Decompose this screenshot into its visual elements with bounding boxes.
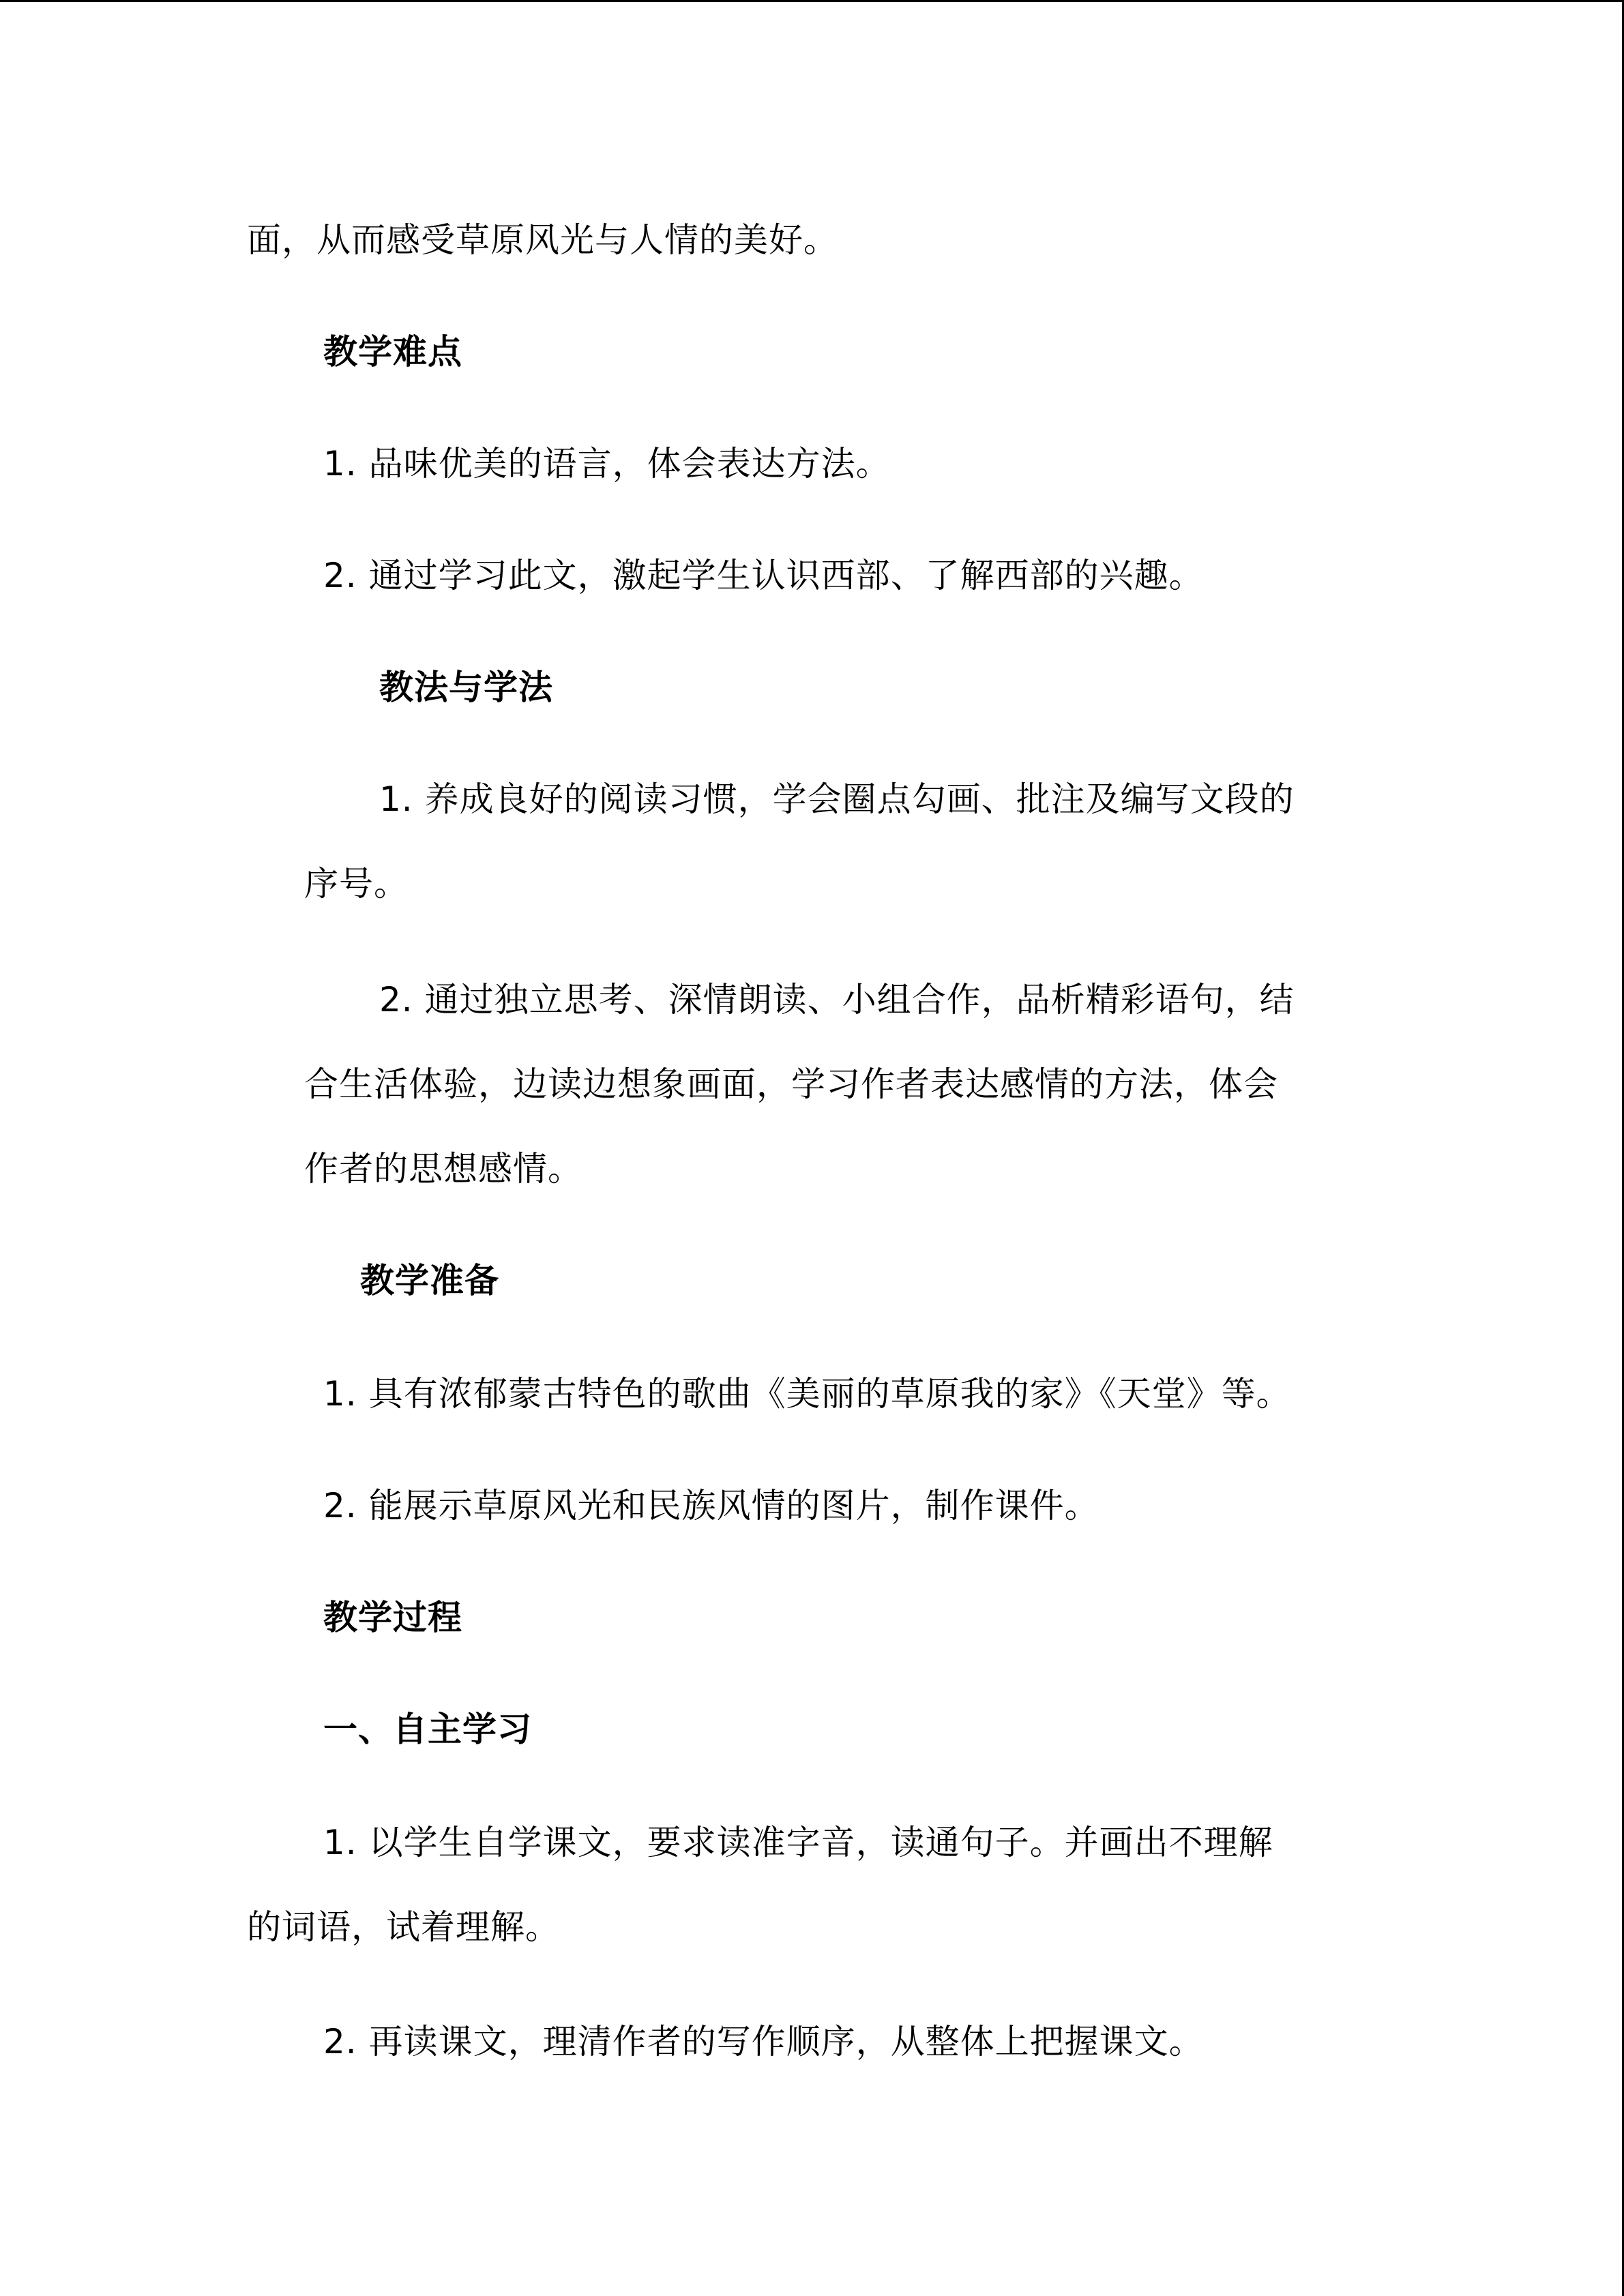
list-item-self-study-1-line-2: 的词语，试着理解。 (247, 1907, 560, 1947)
paragraph-continuation: 面，从而感受草原风光与人情的美好。 (247, 220, 838, 260)
list-item-method-2-line-1: 2. 通过独立思考、深情朗读、小组合作，品析精彩语句，结 (379, 980, 1295, 1019)
heading-teaching-difficulties: 教学难点 (323, 332, 462, 372)
heading-teaching-preparation: 教学准备 (360, 1261, 499, 1300)
list-item-self-study-1-line-1: 1. 以学生自学课文，要求读准字音，读通句子。并画出不理解 (323, 1823, 1273, 1862)
heading-self-study: 一、自主学习 (323, 1710, 532, 1749)
list-item-difficulty-2: 2. 通过学习此文，激起学生认识西部、了解西部的兴趣。 (323, 556, 1204, 595)
list-item-self-study-2: 2. 再读课文，理清作者的写作顺序，从整体上把握课文。 (323, 2022, 1204, 2061)
list-item-difficulty-1: 1. 品味优美的语言，体会表达方法。 (323, 444, 891, 483)
heading-teaching-process: 教学过程 (323, 1598, 462, 1637)
list-item-method-1-line-1: 1. 养成良好的阅读习惯，学会圈点勾画、批注及编写文段的 (379, 779, 1295, 819)
list-item-method-2-line-3: 作者的思想感情。 (304, 1149, 582, 1189)
list-item-method-1-line-2: 序号。 (304, 864, 409, 904)
list-item-preparation-2: 2. 能展示草原风光和民族风情的图片，制作课件。 (323, 1486, 1099, 1525)
heading-teaching-methods: 教法与学法 (379, 668, 553, 707)
list-item-preparation-1: 1. 具有浓郁蒙古特色的歌曲《美丽的草原我的家》《天堂》等。 (323, 1374, 1291, 1414)
list-item-method-2-line-2: 合生活体验，边读边想象画面，学习作者表达感情的方法，体会 (304, 1064, 1278, 1104)
